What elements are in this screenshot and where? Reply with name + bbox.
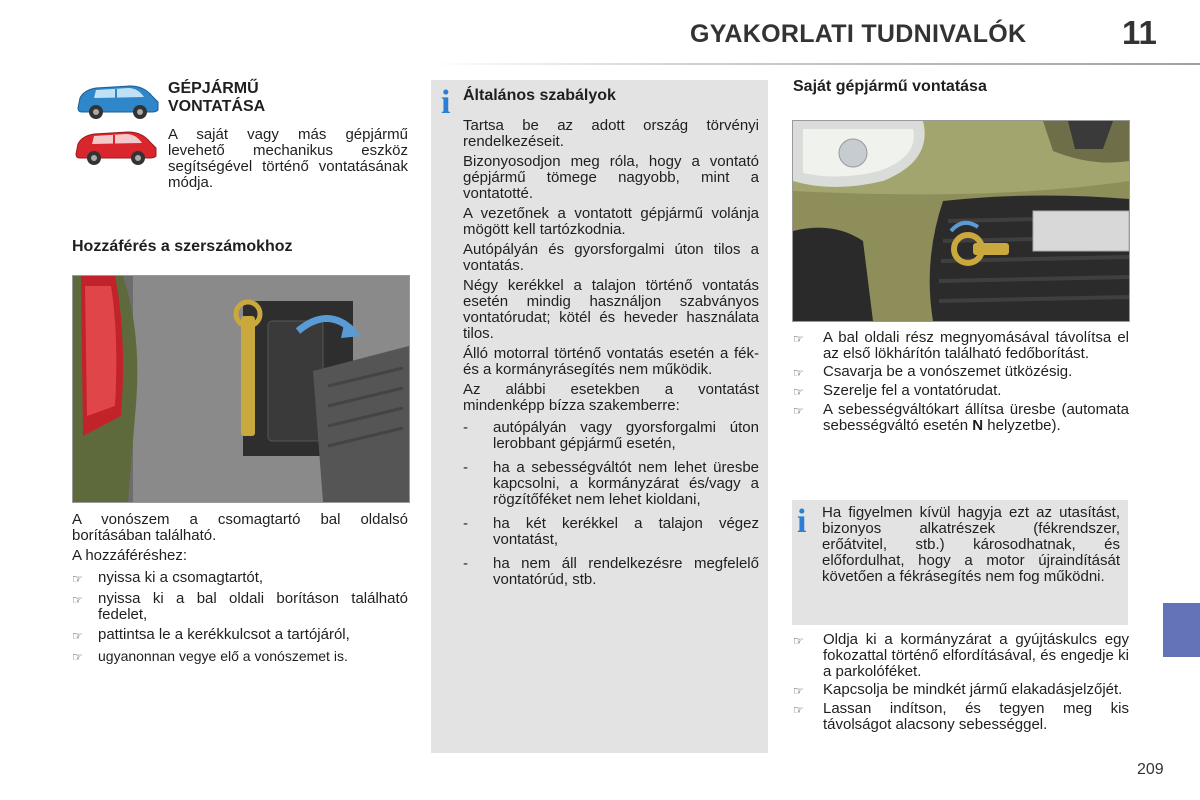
rule-paragraph: Négy kerékkel a talajon történő vontatás esetén mindig használjon szabványos vontatórudat; kötél és heveder használata tilos. — [463, 277, 759, 342]
rule-paragraph: A vezetőnek a vontatott gépjármű volánja mögött kell tartózkodnia. — [463, 205, 759, 238]
tools-access-heading: Hozzáférés a szerszámokhoz — [72, 238, 293, 255]
list-item: ☞ Szerelje fel a vontatórudat. — [793, 382, 1002, 399]
tools-steps-list — [72, 570, 408, 665]
list-item: ☞ pattintsa le a kerékkulcsot a tartójáról, — [72, 626, 350, 643]
step4-text-after: helyzetbe). — [983, 417, 1061, 434]
step4-text-neutral: N — [972, 417, 984, 434]
rule-paragraph: Bizonyosodjon meg róla, hogy a vontató gépjármű tömege nagyobb, mint a vontatotté. — [463, 153, 759, 202]
list-item: ☞ Oldja ki a kormányzárat a gyújtáskulcs egy fokozattal történő elfordításával, és engedje ki a parkolóféket. — [793, 631, 1129, 680]
tools-access-intro: A hozzáféréshez: — [72, 547, 188, 564]
pointing-hand-icon: ☞ — [72, 572, 83, 586]
tools-location-text: A vonószem a csomagtartó bal oldalsó borításában található. — [72, 511, 408, 544]
list-item: - ha nem áll rendelkezésre megfelelő vontatórúd, stb. — [463, 555, 759, 588]
warning-note-text: Ha figyelmen kívül hagyja ezt az utasítást, bizonyos alkatrészek (fékrendszer, erőátvitel, stb.) károsodhatnak, és előfordulhat, hogy a motor újraindítását követően a fékrásegítés nem fog működni. — [822, 504, 1120, 585]
list-item: ☞ ugyanonnan vegye elő a vonószemet is. — [72, 648, 348, 664]
pointing-hand-icon: ☞ — [793, 684, 804, 698]
rule-paragraph: Álló motorral történő vontatás esetén a fék- és a kormányrásegítés nem működik. — [463, 345, 759, 378]
general-rules-heading: Általános szabályok — [463, 87, 616, 104]
step4-text-before: A sebességváltókart állítsa üresbe (automata sebességváltó esetén — [823, 401, 1129, 434]
towing-car-blue-icon — [72, 80, 162, 122]
pointing-hand-icon: ☞ — [793, 366, 804, 380]
chapter-number: 11 — [1122, 14, 1157, 51]
info-icon: i — [441, 84, 451, 121]
section-title-line1: GÉPJÁRMŰ — [168, 80, 259, 97]
pointing-hand-icon: ☞ — [72, 650, 83, 664]
pointing-hand-icon: ☞ — [793, 703, 804, 717]
rule-paragraph: Autópályán és gyorsforgalmi úton tilos a vontatás. — [463, 241, 759, 274]
list-item: ☞ Lassan indítson, és tegyen meg kis távolságot alacsony sebességgel. — [793, 700, 1129, 733]
rule-paragraph: Tartsa be az adott ország törvényi rendelkezéseit. — [463, 117, 759, 150]
pointing-hand-icon: ☞ — [72, 629, 83, 643]
own-vehicle-steps-part1 — [793, 330, 1129, 436]
page-number: 209 — [1137, 761, 1164, 778]
info-icon: i — [797, 503, 807, 540]
list-item: ☞ nyissa ki a csomagtartót, — [72, 569, 264, 586]
list-item: - ha két kerékkel a talajon végez vontatást, — [463, 515, 759, 548]
list-item: ☞ Csavarja be a vonószemet ütközésig. — [793, 363, 1073, 380]
own-vehicle-steps-part2 — [793, 632, 1129, 735]
dash-marker: - — [463, 419, 468, 436]
section-title — [168, 80, 265, 116]
header-divider — [430, 63, 1200, 65]
list-item: - ha a sebességváltót nem lehet üresbe kapcsolni, a kormányzárat és/vagy a rögzítőféket nem lehet kioldani, — [463, 459, 759, 508]
section-description: A saját vagy más gépjármű levehető mechanikus eszköz segítségével történő vontatásának módja. — [168, 126, 408, 191]
pointing-hand-icon: ☞ — [72, 593, 83, 607]
pointing-hand-icon: ☞ — [793, 404, 804, 418]
trunk-photo — [72, 275, 410, 503]
chapter-title: GYAKORLATI TUDNIVALÓK — [690, 20, 1027, 48]
list-item: ☞ Kapcsolja be mindkét jármű elakadásjelzőjét. — [793, 681, 1123, 698]
chapter-tab — [1163, 603, 1200, 657]
front-bumper-photo — [792, 120, 1130, 322]
pointing-hand-icon: ☞ — [793, 634, 804, 648]
list-item: ☞ nyissa ki a bal oldali borításon található fedelet, — [72, 590, 408, 623]
dash-marker: - — [463, 459, 468, 476]
pointing-hand-icon: ☞ — [793, 332, 804, 346]
general-rules-body — [463, 118, 759, 592]
dash-marker: - — [463, 555, 468, 572]
own-vehicle-heading: Saját gépjármű vontatása — [793, 78, 987, 95]
pointing-hand-icon: ☞ — [793, 385, 804, 399]
list-item — [793, 402, 1129, 434]
rule-paragraph: Az alábbi esetekben a vontatást mindenképp bízza szakemberre: — [463, 381, 759, 414]
section-title-line2: VONTATÁSA — [168, 98, 266, 115]
dash-marker: - — [463, 515, 468, 532]
towed-car-red-icon — [72, 126, 162, 168]
list-item: - autópályán vagy gyorsforgalmi úton lerobbant gépjármű esetén, — [463, 419, 759, 452]
list-item: ☞ A bal oldali rész megnyomásával távolítsa el az első lökhárítón található fedőborítást. — [793, 329, 1129, 362]
